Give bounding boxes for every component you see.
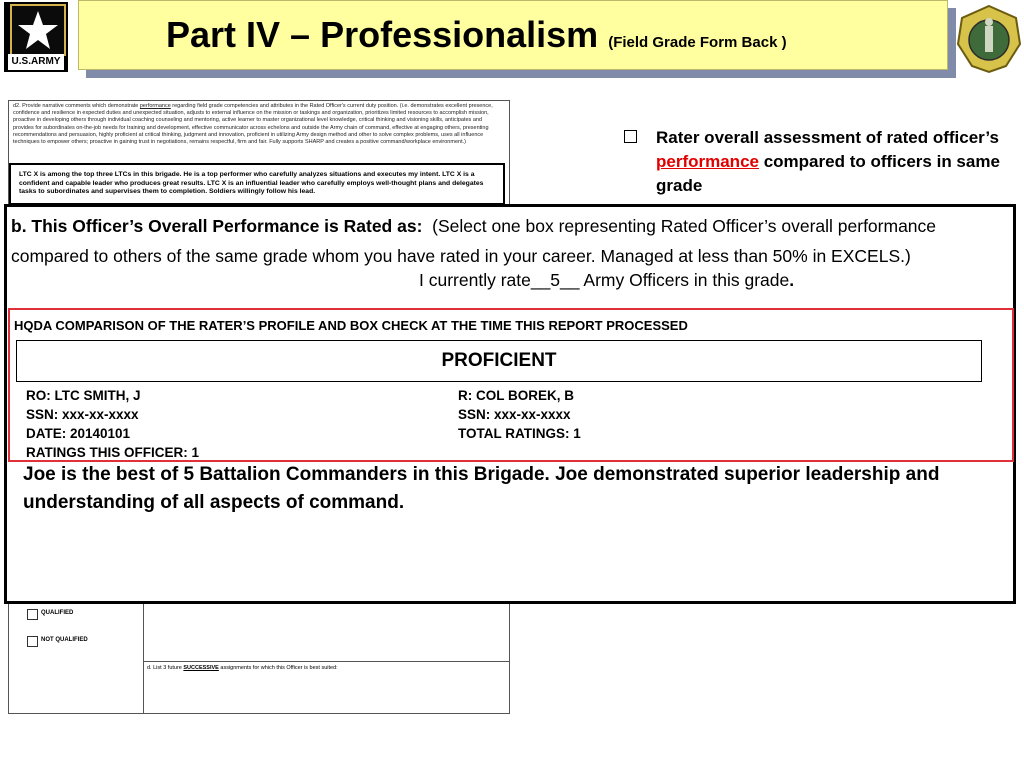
d2-rest: regarding field grade competencies and attributes in the Rated Officer's current duty position. (i.e. demonstrates excellent presence, confidence and resilience in expected duties and unexpected situation, adjusts to external influence on the mission or taskings and organization, prioritizes limited resources to accomplish mission, proactive in developing others through individual coaching counseling and mentoring, active learner to master organizational level knowledge, critical thinking and visioning skills, anticipates and provides for subordinates on-the-job needs for training and development, effective communicator across echelons and outside the Army chain of command, effective at engaging others, presenting recommendations and persuasion, highly proficient at critical thinking, judgment and innovation, proficient in utilizing Army design method and other to solve complex problems, uses all influence techniques to empower others; proactive in gaining trust in negotiations, remains respectful, firm and fair. Fully supports SHARP and creates a positive command/workplace environment.) [13,103,493,146]
not-qualified-label: NOT QUALIFIED [41,637,88,643]
qualified-label: QUALIFIED [41,610,74,616]
count-period: . [789,270,795,290]
hqda-comparison-box [8,308,1014,462]
rater-ssn: SSN: xxx-xx-xxxx [458,407,571,422]
report-date: DATE: 20140101 [26,426,131,441]
rater-info [458,386,581,443]
overall-performance-panel [4,204,1016,604]
logo-text: U.S.ARMY [8,54,64,70]
total-ratings: TOTAL RATINGS: 1 [458,426,581,441]
count-text: I currently rate__5__ Army Officers in this grade [419,270,790,290]
overall-performance-text [11,211,1011,271]
rater-comment-box[interactable]: LTC X is among the top three LTCs in this brigade. He is a top performer who carefully analyzes situations and executes my intent. LTC X is a confident and capable leader who produces great results. LTC X is an influential leader who carefully employs well-thought plans and delegates tasks to subordinates and supervises them to completion. Soldiers willingly follow his lead. [9,163,505,205]
dlist-rest: assignments for which this Officer is best suited: [220,665,338,671]
dlist-prefix: d. List 3 future [147,665,182,671]
bullet-suffix: compared to officers in same grade [656,152,1000,195]
rater-name: R: COL BOREK, B [458,388,575,403]
bullet-highlight: performance [656,152,759,171]
army-emblem-icon [956,4,1022,74]
d2-underlined: performance [139,103,171,109]
performance-summary[interactable]: Joe is the best of 5 Battalion Commanders in this Brigade. Joe demonstrated superior leadership and understanding of all aspects of command. [23,464,940,513]
checkbox-bullet-icon [624,130,637,143]
page-title [166,14,787,56]
form-divider [143,661,509,662]
bullet-prefix: Rater overall assessment of rated officer’s [656,128,999,147]
d2-label: d2. Provide narrative comments which demonstrate [13,103,139,109]
future-assignments-label [147,665,338,671]
title-text: Part IV – Professionalism [166,14,599,55]
ro-name: RO: LTC SMITH, J [26,388,141,403]
dlist-underlined: SUCCESSIVE [183,665,219,671]
not-qualified-checkbox[interactable] [27,636,38,647]
ro-ssn: SSN: xxx-xx-xxxx [26,407,139,422]
qualified-checkbox[interactable] [27,609,38,620]
us-army-logo [4,2,68,72]
reviewer-info [26,386,199,462]
d2-instructions [13,103,503,146]
bullet-text [656,126,1006,198]
rating-result-box: PROFICIENT [16,340,982,382]
army-star-icon [10,4,66,56]
overall-heading: b. This Officer’s Overall Performance is Rated as: [11,216,423,236]
rated-officers-count [419,270,794,291]
form-column-divider [143,601,144,713]
ratings-this-officer: RATINGS THIS OFFICER: 1 [26,445,200,460]
overall-instruction: (Select one box representing Rated Officer’s overall performance compared to others of the same grade whom you have rated in your career. Managed at less than 50% in EXCELS.) [11,216,937,266]
title-subtitle: (Field Grade Form Back ) [608,34,787,51]
hqda-title: HQDA COMPARISON OF THE RATER’S PROFILE AND BOX CHECK AT THE TIME THIS REPORT PROCESSED [14,318,688,333]
